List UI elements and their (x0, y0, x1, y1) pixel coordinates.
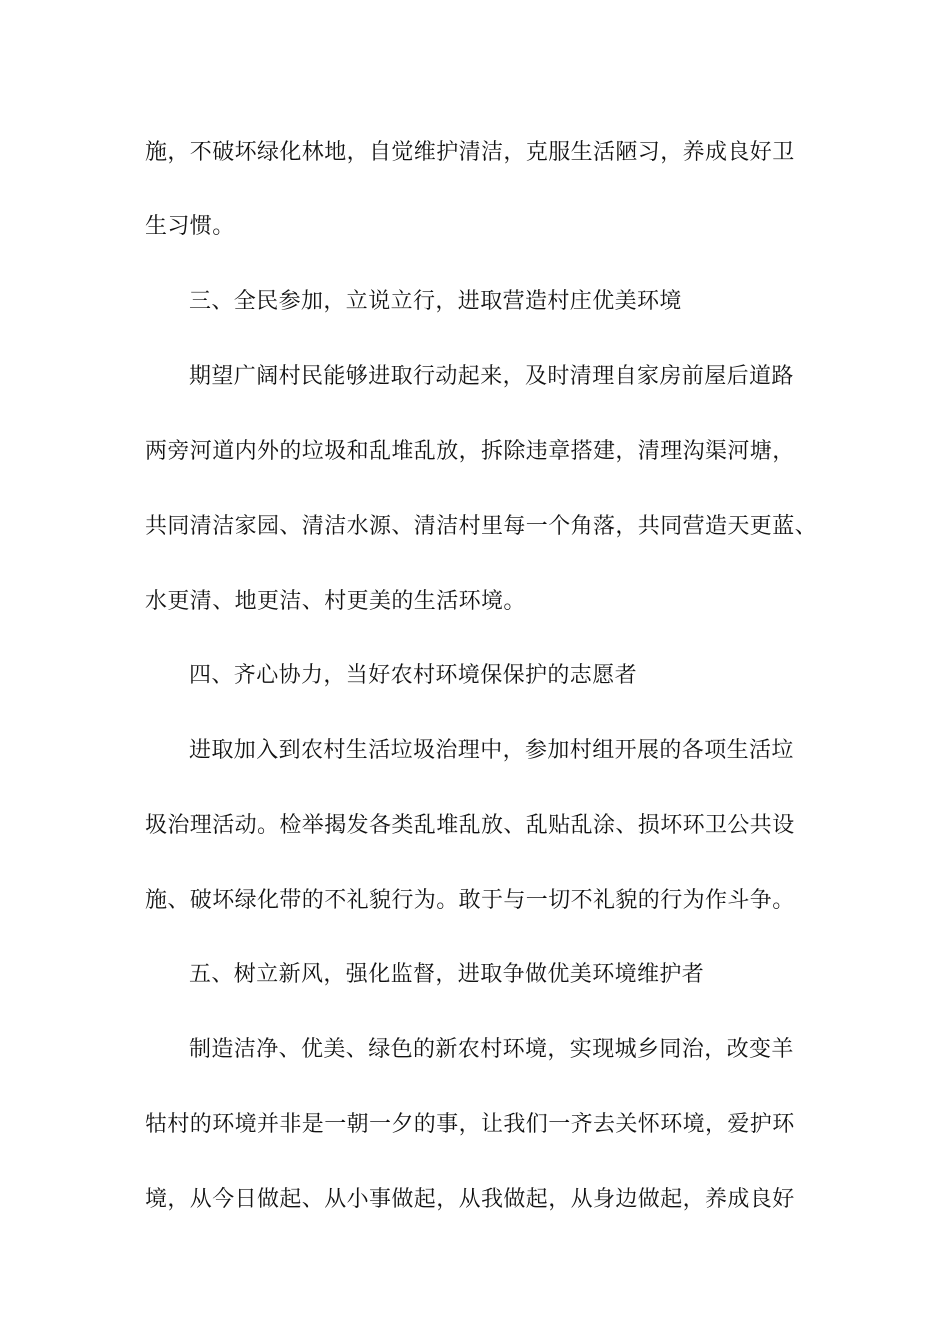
text-line: 进取加入到农村生活垃圾治理中，参加村组开展的各项生活垃 (189, 738, 794, 763)
section-heading-5: 五、树立新风，强化监督，进取争做优美环境维护者 (189, 962, 705, 987)
text-line: 施，不破坏绿化林地，自觉维护清洁，克服生活陋习，养成良好卫 (145, 140, 795, 165)
section-heading-4: 四、齐心协力，当好农村环境保保护的志愿者 (189, 663, 638, 688)
section-heading-3: 三、全民参加，立说立行，进取营造村庄优美环境 (189, 289, 682, 314)
text-line: 两旁河道内外的垃圾和乱堆乱放，拆除违章搭建，清理沟渠河塘， (145, 439, 795, 464)
text-line: 施、破坏绿化带的不礼貌行为。敢于与一切不礼貌的行为作斗争。 (145, 888, 795, 913)
text-line: 期望广阔村民能够进取行动起来，及时清理自家房前屋后道路 (189, 364, 794, 389)
text-line: 生习惯。 (145, 214, 235, 239)
text-line: 牯村的环境并非是一朝一夕的事，让我们一齐去关怀环境，爱护环 (145, 1112, 795, 1137)
text-line: 制造洁净、优美、绿色的新农村环境，实现城乡同治，改变羊 (189, 1037, 794, 1062)
text-line: 共同清洁家园、清洁水源、清洁村里每一个角落，共同营造天更蓝、 (145, 514, 818, 539)
text-line: 境，从今日做起、从小事做起，从我做起，从身边做起，养成良好 (145, 1187, 795, 1212)
text-line: 水更清、地更洁、村更美的生活环境。 (145, 589, 526, 614)
text-line: 圾治理活动。检举揭发各类乱堆乱放、乱贴乱涂、损坏环卫公共设 (145, 813, 795, 838)
